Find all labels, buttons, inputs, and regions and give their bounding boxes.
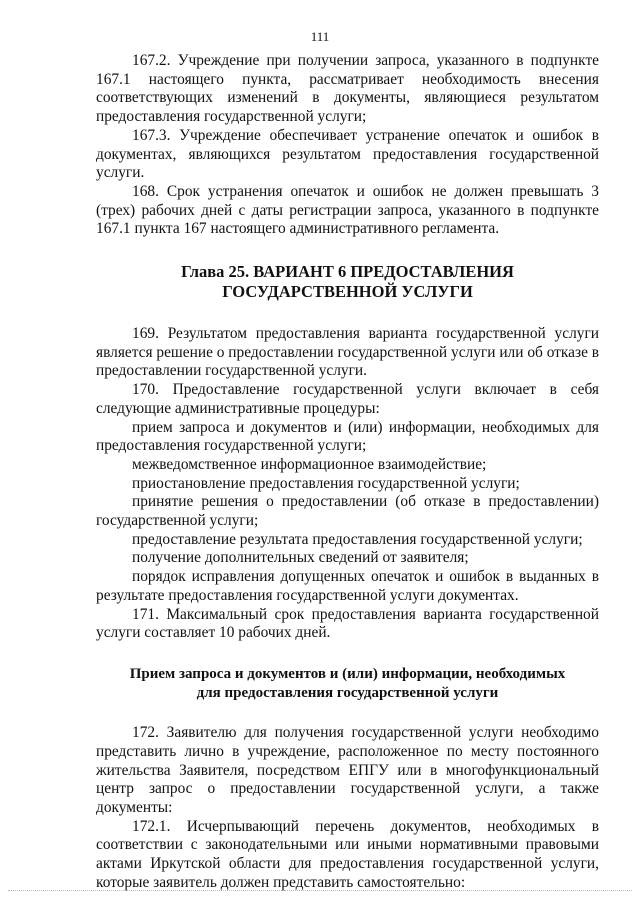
procedure-item: прием запроса и документов и (или) информации, необходимых для предоставления государственной услуги; [96, 418, 599, 455]
document-body [96, 52, 599, 893]
section-title-line-1: Прием запроса и документов и (или) информации, необходимых [129, 665, 566, 682]
procedure-item: принятие решения о предоставлении (об отказе в предоставлении) государственной услуги; [96, 493, 599, 530]
section-title-line-2: для предоставления государственной услуги [196, 684, 499, 701]
procedure-item: предоставление результата предоставления государственной услуги; [132, 530, 583, 548]
paragraph-171: 171. Максимальный срок предоставления варианта государственной услуги составляет 10 рабочих дней. [96, 605, 599, 642]
paragraph-167-2: 167.2. Учреждение при получении запроса, указанного в подпункте 167.1 настоящего пункта, рассматривает необходимость внесения соответствующих изменений в документы, являющиеся результатом предоставления государственной услуги; [96, 52, 599, 126]
scan-edge-rule [8, 890, 632, 891]
paragraph-167-3: 167.3. Учреждение обеспечивает устранение опечаток и ошибок в документах, являющихся результатом предоставления государственной услуги. [96, 126, 599, 182]
procedure-item: межведомственное информационное взаимодействие; [132, 455, 487, 473]
chapter-title-line-1: Глава 25. ВАРИАНТ 6 ПРЕДОСТАВЛЕНИЯ [181, 262, 514, 282]
paragraph-168: 168. Срок устранения опечаток и ошибок не должен превышать 3 (трех) рабочих дней с даты регистрации запроса, указанного в подпункте 167.1 пункта 167 настоящего административного регламента. [96, 182, 599, 238]
procedure-item: получение дополнительных сведений от заявителя; [132, 549, 469, 567]
paragraph-172: 172. Заявителю для получения государственной услуги необходимо представить лично в учреждение, расположенное по месту постоянного жительства Заявителя, посредством ЕПГУ или в многофункциональный центр запрос о предоставлении государственной услуги, а также документы: [96, 724, 599, 816]
paragraph-170: 170. Предоставление государственной услуги включает в себя следующие административные процедуры: [96, 381, 599, 417]
page-number: 111 [310, 29, 330, 44]
paragraph-172-1: 172.1. Исчерпывающий перечень документов, необходимых в соответствии с законодательными или иными нормативными правовыми актами Иркутской области для предоставления государственной услуги, которые заявитель должен представить самостоятельно: [96, 817, 599, 891]
procedure-item: приостановление предоставления государственной услуги; [132, 474, 520, 492]
section-title [96, 665, 599, 702]
chapter-title-line-2: ГОСУДАРСТВЕННОЙ УСЛУГИ [222, 282, 473, 302]
chapter-title [96, 262, 599, 302]
procedure-item: порядок исправления допущенных опечаток и ошибок в выданных в результате предоставления государственной услуги документах. [96, 568, 599, 604]
paragraph-169: 169. Результатом предоставления варианта государственной услуги является решение о предоставлении государственной услуги или об отказе в предоставлении государственной услуги. [96, 325, 600, 380]
